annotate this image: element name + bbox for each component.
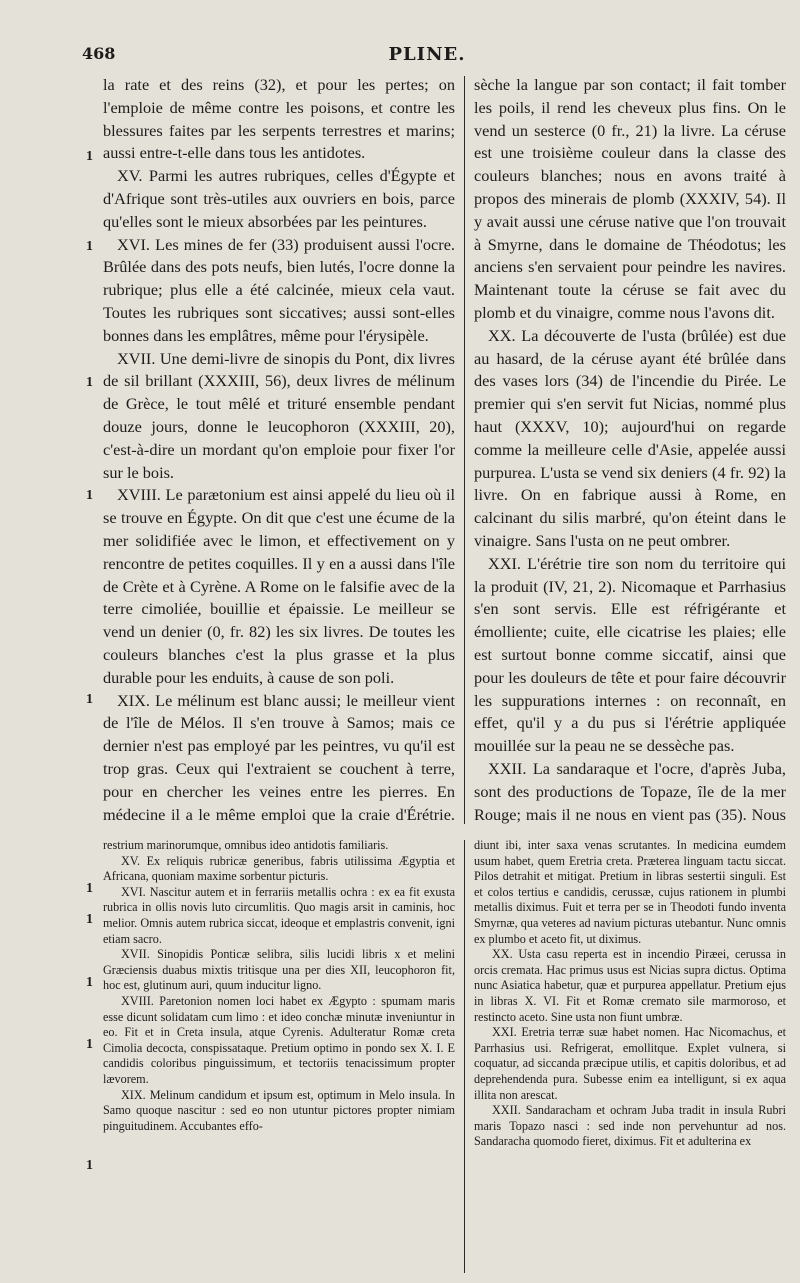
margin-mark: 1 (86, 488, 93, 503)
column-divider-lower (464, 840, 465, 1273)
paragraph: sèche la langue par son contact; il fait tomber les poils, il rend les cheveux plus fins. On le vend un sesterce (0 fr., 21) la livre. La céruse est une troisième couleur dans la classe des couleurs blanches; nous en avons traité à propos des minerais de plomb (XXXIV, 54). Il y avait aussi une céruse native que l'on trouvait à Smyrne, dans le domaine de Théodotus; les anciens s'en servaient pour peindre les navires. Maintenant toute la céruse se fait avec du plomb et du vinaigre, comme nous l'avons dit. (474, 75, 786, 322)
paragraph: XVI. Nascitur autem et in ferrariis metallis ochra : ex ea fit exusta rubrica in ollis novis luto circumlitis. Quo magis arsit in caminis, hoc melior. Omnis autem rubrica siccat, ideoque et emplastris convenit, igni etiam sacro. (103, 884, 455, 946)
paragraph: XVII. Une demi-livre de sinopis du Pont, dix livres de sil brillant (XXXIII, 56), deux livres de mélinum de Grèce, le tout mêlé et trituré ensemble pendant douze jours, donne le leucophoron (XXXIII, 20), c'est-à-dire un mordant qu'on emploie pour fixer l'or sur le bois. (103, 348, 455, 482)
margin-mark: 1 (86, 1158, 93, 1173)
french-right-column (474, 74, 786, 826)
paragraph: XIX. Melinum candidum et ipsum est, optimum in Melo insula. In Samo quoque nascitur : sed eo non utuntur pictores propter nimiam pinguitudinem. Accubantes effo- (103, 1087, 455, 1133)
paragraph: XX. La découverte de l'usta (brûlée) est due au hasard, de la céruse ayant été brûlée dans des vases lors (34) de l'incendie du Pirée. Le premier qui s'en servit fut Nicias, nommé plus haut (XXXV, 10); aujourd'hui on regarde comme la meilleure celle d'Asie, appelée aussi purpurea. L'usta se vend six deniers (4 fr. 92) la livre. On en fabrique aussi à Rome, en calcinant du silis marbré, qu'on éteint dans le vinaigre. Sans l'usta on ne peut ombrer. (474, 325, 786, 550)
paragraph: XXI. L'érétrie tire son nom du territoire qui la produit (IV, 21, 2). Nicomaque et Parrhasius s'en sont servis. Elle est réfrigérante et émolliente; cuite, elle cicatrise les plaies; elle est surtout bonne comme siccatif, ainsi que pour les douleurs de tête et pour faire découvrir les suppurations internes : on reconnaît, en effet, qu'il y a du pus si l'érétrie appliquée mouillée sur la peau ne se dessèche pas. (474, 553, 786, 756)
paragraph: XVIII. Paretonion nomen loci habet ex Ægypto : spumam maris esse dicunt solidatam cum limo : et ideo conchæ minutæ inveniuntur in eo. Fit et in Creta insula, atque Cyrenis. Adulteratur Romæ creta Cimolia decocta, conspissataque. Pretium optimo in pondo sex X. I. E candidis coloribus pinguissimum, et tectoriis tenacissimum propter lævorem. (103, 993, 455, 1086)
paragraph: XXII. La sandaraque et l'ocre, d'après Juba, sont des productions de Topaze, île de la mer Rouge; mais il ne nous en vient pas (35). Nous (474, 758, 786, 824)
paragraph: XVI. Les mines de fer (33) produisent aussi l'ocre. Brûlée dans des pots neufs, bien lutés, l'ocre donne la rubrique; plus elle a été calcinée, mieux cela vaut. Toutes les rubriques sont siccatives; aussi sont-elles bonnes dans les emplâtres, même pour l'érysipèle. (103, 234, 455, 345)
margin-mark: 1 (86, 149, 93, 164)
margin-mark: 1 (86, 692, 93, 707)
margin-mark: 1 (86, 239, 93, 254)
paragraph: la rate et des reins (32), et pour les pertes; on l'emploie de même contre les poisons, et contre les blessures faites par les serpents terrestres et marins; aussi entre-t-elle dans tous les antidotes. (103, 75, 455, 163)
latin-left-column (103, 838, 455, 1275)
latin-right-column (474, 838, 786, 1275)
french-left-column (103, 74, 455, 826)
paragraph: XXI. Eretria terræ suæ habet nomen. Hac Nicomachus, et Parrhasius usi. Refrigerat, emollitque. Explet vulnera, si coquatur, ad siccanda præcipue utilis, et capitis doloribus, et ad deprehendenda pura. Subesse enim ea intelligunt, si ex aqua illita non arescat. (474, 1025, 786, 1102)
paragraph: XVII. Sinopidis Ponticæ selibra, silis lucidi libris x et melini Græciensis duabus mixtis tritisque una per dies XII, leucophoron fit, hoc est, glutinum auri, quum inducitur ligno. (103, 947, 455, 993)
paragraph: XVIII. Le parætonium est ainsi appelé du lieu où il se trouve en Égypte. On dit que c'est une écume de la mer solidifiée avec le limon, et effectivement on y rencontre de petites coquilles. Il y en a aussi dans l'île de Crète et à Cyrène. A Rome on le falsifie avec de la terre cimoliée, bouillie et épaissie. Le meilleur se vend un denier (0, fr. 82) les six livres. De toutes les couleurs blanches c'est la plus grasse et la plus durable pour les enduits, à cause de son poli. (103, 485, 455, 687)
column-divider-upper (464, 76, 465, 824)
running-title: PLINE. (388, 44, 466, 65)
paragraph: XIX. Le mélinum est blanc aussi; le meilleur vient de l'île de Mélos. Il s'en trouve à Samos; mais ce dernier n'est pas employé par les peintres, vu qu'il est trop gras. Ceux qui l'extraient se couchent à terre, pour en chercher les veines entre les pierres. En médecine il a le même emploi que la craie d'Érétrie. (103, 690, 455, 824)
margin-mark: 1 (86, 881, 93, 896)
paragraph: XV. Parmi les autres rubriques, celles d'Égypte et d'Afrique sont très-utiles aux ouvriers en bois, parce qu'elles sont le mieux absorbées par les peintures. (103, 166, 455, 231)
margin-mark: 1 (86, 912, 93, 927)
margin-mark: 1 (86, 1037, 93, 1052)
paragraph: XV. Ex reliquis rubricæ generibus, fabris utilissima Ægyptia et Africana, quoniam maxime sorbentur picturis. (103, 853, 455, 884)
paragraph: XXII. Sandaracham et ochram Juba tradit in insula Rubri maris Topazo nasci : sed inde non pervehuntur ad nos. Sandaracha quomodo fieret, diximus. Fit et adulterina ex (474, 1103, 786, 1149)
paragraph: restrium marinorumque, omnibus ideo antidotis familiaris. (103, 838, 389, 852)
margin-mark: 1 (86, 375, 93, 390)
paragraph: diunt ibi, inter saxa venas scrutantes. In medicina eumdem usum habet, quem Eretria creta. Præterea linguam tactu siccat. Pilos detrahit et mitigat. Pretium in libras sestertii singuli. Est et colos tertius e candidis, cerussæ, cujus rationem in plumbi metallis diximus. Fuit et terra per se in Theodoti fundo inventa Smyrnæ, qua veteres ad navium picturas utebantur. Nunc omnis ex plumbo et aceto fit, ut diximus. (474, 838, 786, 946)
margin-mark: 1 (86, 975, 93, 990)
paragraph: XX. Usta casu reperta est in incendio Piræei, cerussa in orcis cremata. Hac primus usus est Nicias supra dictus. Optima nunc Asiatica habetur, quæ et purpurea appellatur. Pretium ejus in libras X. VI. Fit et Romæ cremato sile marmoroso, et restincto aceto. Sine usta non fiunt umbræ. (474, 947, 786, 1024)
page-number: 468 (82, 44, 116, 63)
running-header (82, 44, 772, 68)
